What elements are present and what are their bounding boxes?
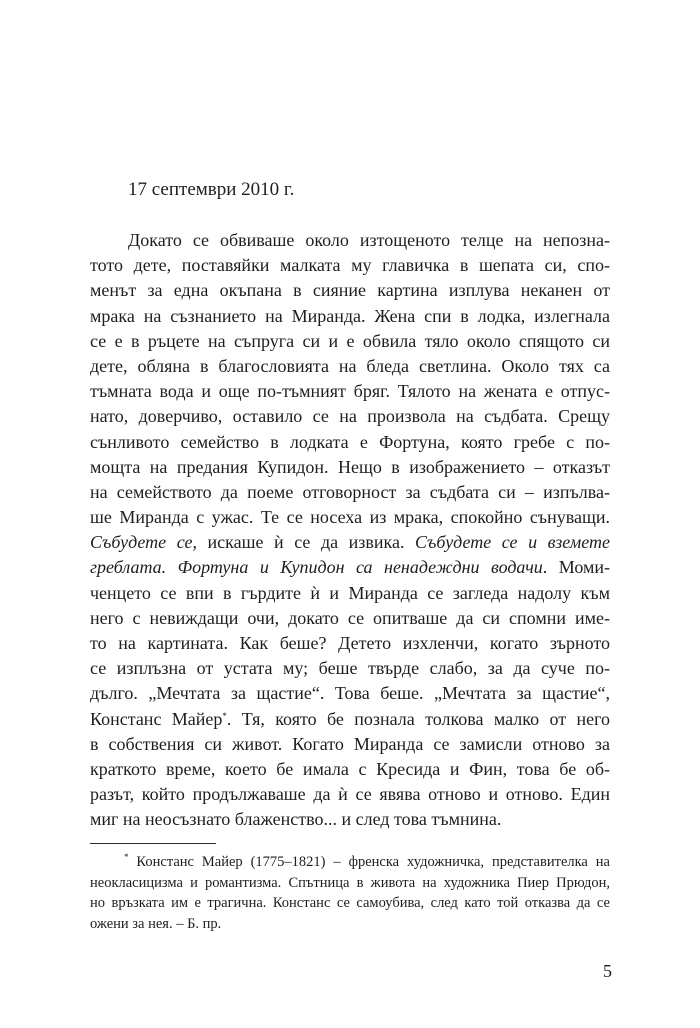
footnote-text: Констанс Майер (1775–1821) – френска художничка, представителка на <box>128 854 610 870</box>
footnote-line: ожени за нея. – Б. пр. <box>90 915 222 932</box>
paragraph-line: Докато се обвиваше около изтощеното телце на непозна- <box>128 230 610 250</box>
footnote-marker: * <box>124 852 129 862</box>
paragraph-line: менът за една окъпана в сияние картина изплува неканен от <box>90 280 610 301</box>
footnote-line: неокласицизма и романтизма. Спътница в живота на художника Пиер Прюдон, <box>90 874 610 891</box>
italic-text: греблата. Фортуна и Купидон са ненадеждни водачи <box>90 557 543 578</box>
paragraph-line: краткото време, което бе имала с Кресида и Фин, това бе об- <box>90 758 610 779</box>
paragraph-line: в собствения си живот. Когато Миранда се замисли отново за <box>90 733 610 754</box>
paragraph-line: миг на неосъзнато блаженство... и след това тъмнина. <box>90 809 502 830</box>
paragraph-line-mixed <box>90 555 610 580</box>
footnote <box>90 852 610 934</box>
paragraph-line: на семейството да поеме отговорност за съдбата си – изпълва- <box>90 481 610 502</box>
footnote-reference: * <box>222 710 227 721</box>
footnote-line: но връзката им е трагична. Констанс се самоубива, след като той отказва да се <box>90 895 610 911</box>
paragraph-line: разът, който продължаваше да ѝ се явява отново и отново. Един <box>90 784 610 805</box>
paragraph-line: се изплъзна от устата му; беше твърде слабо, за да суче по- <box>90 658 610 679</box>
roman-text: . Тя, която бе познала толкова малко от него <box>226 708 611 729</box>
paragraph-line: дълго. „Мечтата за щастие“. Това беше. „Мечтата за щастие“, <box>90 683 610 704</box>
paragraph-line: нато, доверчиво, оставило се на произвола на съдбата. Срещу <box>90 406 610 427</box>
paragraph-line: тото дете, поставяйки малката му главичка в шепата си, спо- <box>90 255 610 276</box>
footnote-line <box>90 852 610 873</box>
paragraph-line: се е в ръцете на съпруга си и е обвила тяло около спящото си <box>90 330 610 351</box>
paragraph-line: него с невиждащи очи, докато се опитваше да си спомни име- <box>90 607 610 628</box>
italic-text: Събудете се и вземете <box>415 532 610 553</box>
roman-text: . Моми- <box>542 557 611 578</box>
paragraph-line: ше Миранда с ужас. Те се носеха из мрака, спокойно сънуващи. <box>90 507 610 528</box>
italic-text: Събудете се, <box>90 532 197 553</box>
paragraph-line: мощта на предания Купидон. Нещо в изображението – отказът <box>90 456 610 477</box>
paragraph-line: тъмната вода и още по-тъмният бряг. Тялото на жената е отпус- <box>90 381 610 402</box>
paragraph-line: сънливото семейство в лодката е Фортуна, която гребе с по- <box>90 431 610 452</box>
paragraph-line-mixed <box>90 530 610 555</box>
footnote-divider <box>90 843 216 844</box>
paragraph-line: ченцето се впи в гърдите ѝ и Миранда се загледа надолу към <box>90 582 610 603</box>
paragraph-line-with-note <box>90 707 610 732</box>
paragraph-line: дете, обляна в благословията на бледа светлина. Около тях са <box>90 355 610 376</box>
main-paragraph <box>90 228 610 833</box>
page-number: 5 <box>603 961 612 981</box>
paragraph-line: то на картината. Как беше? Детето изхленчи, когато зърното <box>90 633 610 653</box>
roman-text: Констанс Майер <box>90 708 223 729</box>
paragraph-line: мрака на съзнанието на Миранда. Жена спи в лодка, излегнала <box>90 305 610 326</box>
date-heading: 17 септември 2010 г. <box>128 179 295 200</box>
roman-text: искаше ѝ се да извика. <box>196 532 416 553</box>
